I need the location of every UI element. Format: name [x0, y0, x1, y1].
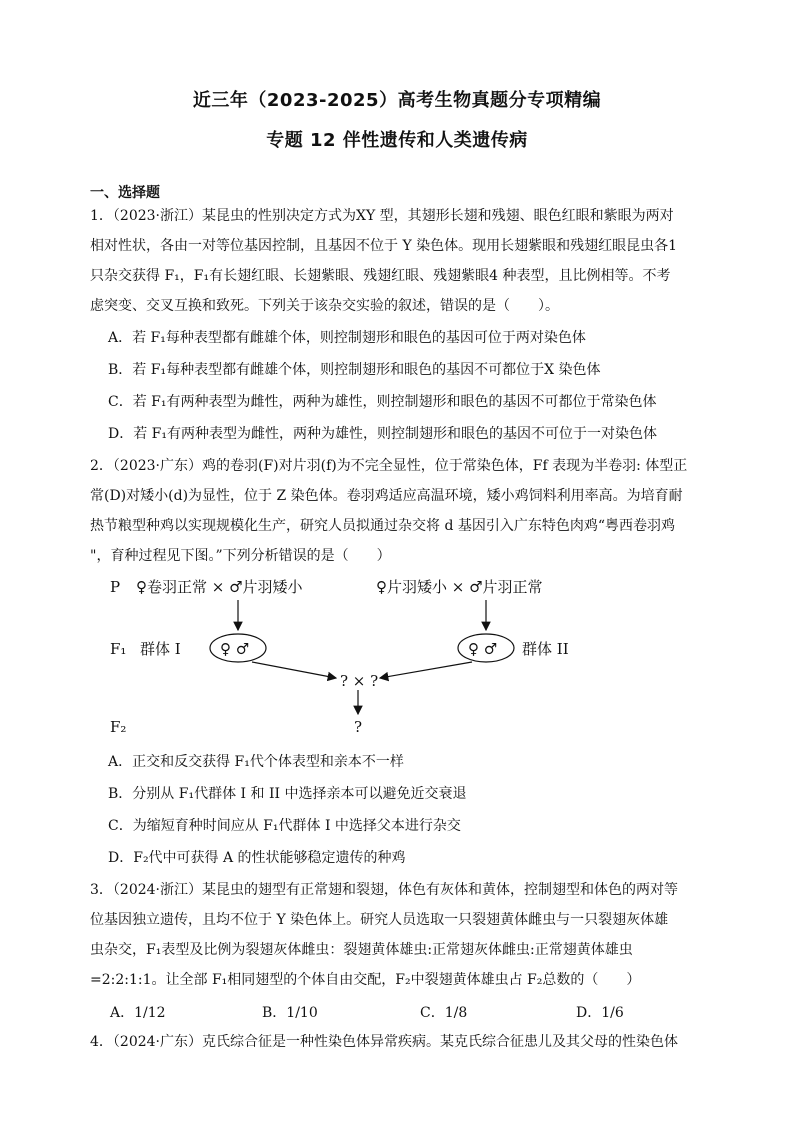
q3-option-a: A．1/12: [110, 1005, 166, 1021]
q2-option-a: A．正交和反交获得 F₁代个体表型和亲本不一样: [108, 754, 404, 770]
q3-stem-line: 虫杂交，F₁表型及比例为裂翅灰体雌虫：裂翅黄体雄虫:正常翅灰体雌虫:正常翅黄体雄虫: [90, 942, 633, 958]
generation-f2-label: F₂: [110, 718, 127, 736]
breeding-diagram: [100, 574, 620, 744]
q2-stem-line: "，育种过程见下图。”下列分析错误的是（ ）: [90, 548, 391, 564]
q3-option-d: D．1/6: [576, 1005, 624, 1021]
q2-stem-line: 热节粮型种鸡以实现规模化生产，研究人员拟通过杂交将 d 基因引入广东特色肉鸡“粤西卷羽鸡: [90, 518, 676, 534]
generation-f1-label: F₁: [110, 640, 127, 658]
group2-label: 群体 II: [522, 640, 569, 658]
q3-stem-line: =2:2:1:1。让全部 F₁相同翅型的个体自由交配，F₂中裂翅黄体雄虫占 F₂总数的（ ）: [90, 972, 641, 988]
group1-sexes: ♀ ♂: [220, 640, 250, 658]
f2-result: ?: [354, 718, 363, 736]
q2-option-b: B．分别从 F₁代群体 I 和 II 中选择亲本可以避免近交衰退: [108, 786, 467, 802]
q1-option-a: A．若 F₁每种表型都有雌雄个体，则控制翅形和眼色的基因可位于两对染色体: [108, 330, 586, 346]
q3-option-b: B．1/10: [262, 1005, 318, 1021]
cross-right-text: ♀片羽矮小 × ♂片羽正常: [376, 578, 543, 596]
document-title: 近三年（2023-2025）高考生物真题分专项精编: [192, 90, 602, 111]
q1-option-b: B．若 F₁每种表型都有雌雄个体，则控制翅形和眼色的基因不可都位于X 染色体: [108, 362, 601, 378]
q4-stem-line: 4．（2024·广东）克氏综合征是一种性染色体异常疾病。某克氏综合征患儿及其父母的性染色体: [90, 1034, 678, 1050]
document-subtitle: 专题 12 伴性遗传和人类遗传病: [266, 130, 528, 151]
q2-stem-line: 2．（2023·广东）鸡的卷羽(F)对片羽(f)为不完全显性，位于常染色体，Ff 表现为半卷羽: 体型正: [90, 458, 688, 474]
q3-stem-line: 位基因独立遗传，且均不位于 Y 染色体上。研究人员选取一只裂翅黄体雌虫与一只裂翅灰体雄: [90, 912, 669, 928]
q2-option-c: C．为缩短育种时间应从 F₁代群体 I 中选择父本进行杂交: [108, 818, 461, 834]
group2-sexes: ♀ ♂: [468, 640, 498, 658]
q1-stem-line: 只杂交获得 F₁，F₁有长翅红眼、长翅紫眼、残翅红眼、残翅紫眼4 种表型，且比例相等。不考: [90, 268, 671, 284]
arrow-group2-to-cross: [380, 662, 472, 678]
q1-option-c: C．若 F₁有两种表型为雌性，两种为雄性，则控制翅形和眼色的基因不可都位于常染色体: [108, 394, 657, 410]
q3-option-c: C．1/8: [420, 1005, 468, 1021]
cross-left-text: ♀卷羽正常 × ♂片羽矮小: [136, 578, 303, 596]
q1-stem-line: 1．（2023·浙江）某昆虫的性别决定方式为XY 型，其翅形长翅和残翅、眼色红眼和紫眼为两对: [90, 208, 674, 224]
generation-p-label: P: [110, 578, 121, 596]
arrow-group1-to-cross: [252, 662, 336, 678]
q1-option-d: D．若 F₁有两种表型为雌性，两种为雄性，则控制翅形和眼色的基因不可位于一对染色体: [108, 426, 657, 442]
q3-stem-line: 3．（2024·浙江）某昆虫的翅型有正常翅和裂翅，体色有灰体和黄体，控制翅型和体色的两对等: [90, 882, 678, 898]
q2-option-d: D．F₂代中可获得 A 的性状能够稳定遗传的种鸡: [108, 850, 406, 866]
q2-stem-line: 常(D)对矮小(d)为显性，位于 Z 染色体。卷羽鸡适应高温环境，矮小鸡饲料利用率高。为培育耐: [90, 488, 683, 504]
q1-stem-line: 相对性状，各由一对等位基因控制，且基因不位于 Y 染色体。现用长翅紫眼和残翅红眼昆虫各1: [90, 238, 678, 254]
q1-stem-line: 虑突变、交叉互换和致死。下列关于该杂交实验的叙述，错误的是（ ）。: [90, 298, 559, 314]
section-heading: 一、选择题: [90, 185, 160, 201]
group1-label: 群体 I: [140, 640, 181, 658]
f2-cross-text: ? × ?: [340, 672, 379, 690]
